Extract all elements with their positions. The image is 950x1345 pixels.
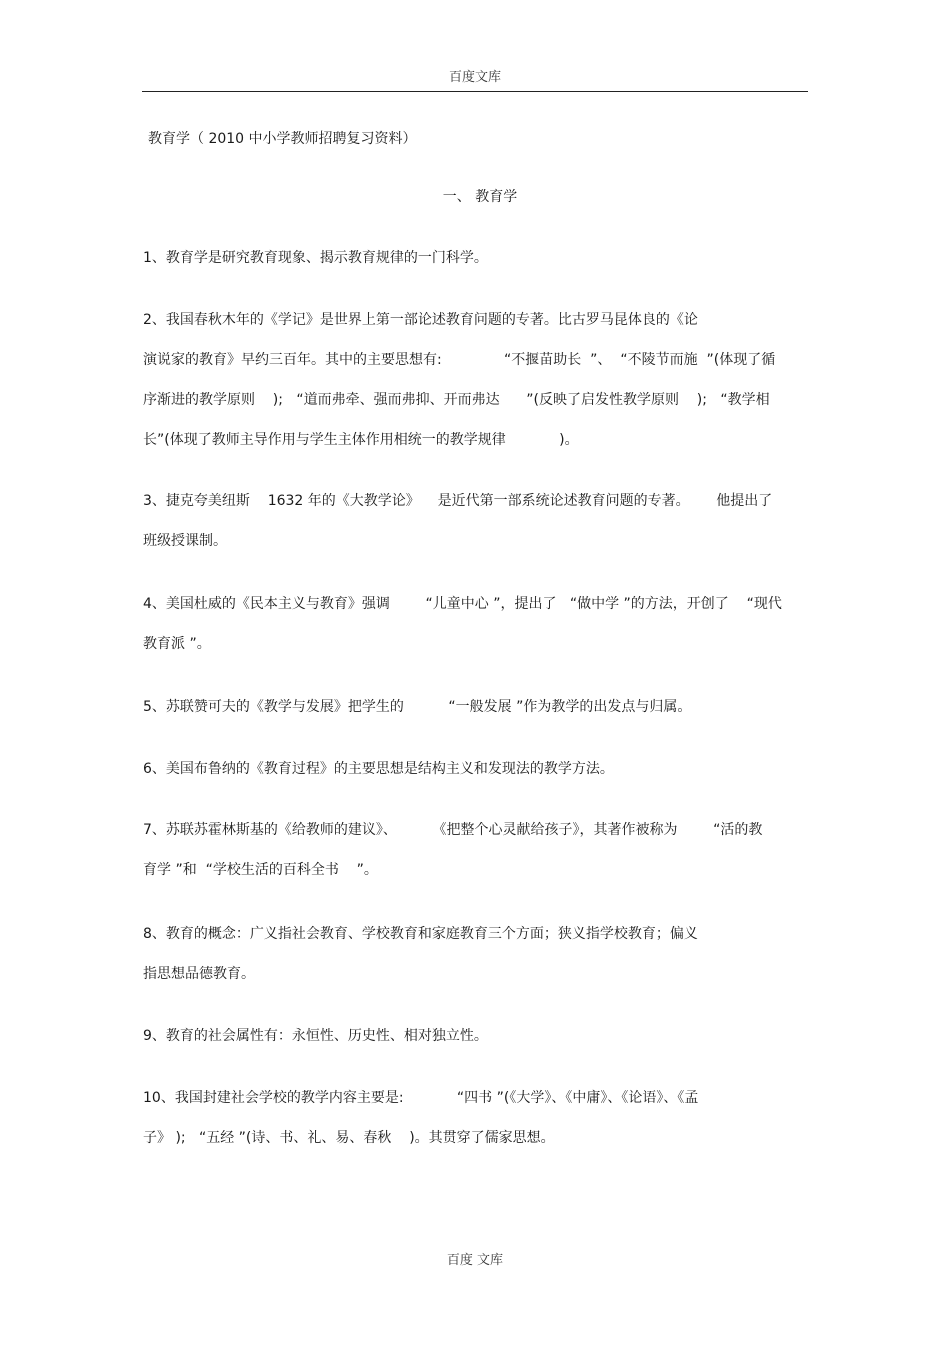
list-item [143, 1088, 807, 1168]
paragraph-line: 班级授课制。 [143, 533, 227, 549]
header-divider [142, 91, 808, 92]
paragraph-line: 演说家的教育》早约三百年。其中的主要思想有: “不揠苗助长 ”、 “不陵节而施 ”(体现了循 [143, 352, 776, 368]
paragraph-line: 8、教育的概念：广义指社会教育、学校教育和家庭教育三个方面；狭义指学校教育；偏义 [143, 926, 698, 942]
paragraph-line: 子》 ); “五经 ”(诗、书、礼、易、春秋 )。其贯穿了儒家思想。 [143, 1130, 555, 1146]
paragraph-line: 序渐进的教学原则 ); “道而弗牵、强而弗抑、开而弗达 ”(反映了启发性教学原则 ); “教学相 [143, 392, 770, 408]
list-item [143, 759, 807, 799]
list-item [143, 697, 807, 737]
paragraph-line: 育学 ”和 “学校生活的百科全书 ”。 [143, 862, 378, 878]
list-item [143, 310, 807, 470]
paragraph-line: 10、我国封建社会学校的教学内容主要是: “四书 ”(《大学》、《中庸》、《论语》、《孟 [143, 1090, 699, 1106]
paragraph-line: 2、我国春秋木年的《学记》是世界上第一部论述教育问题的专著。比古罗马昆体良的《论 [143, 312, 698, 328]
list-item [143, 1026, 807, 1066]
paragraph-line: 9、教育的社会属性有：永恒性、历史性、相对独立性。 [143, 1028, 488, 1044]
paragraph-line: 教育派 ”。 [143, 636, 211, 652]
list-item [143, 820, 807, 900]
paragraph-line: 7、苏联苏霍林斯基的《给教师的建议》、 《把整个心灵献给孩子》，其著作被称为 “活的教 [143, 822, 763, 838]
paragraph-line: 5、苏联赞可夫的《教学与发展》把学生的 “一般发展 ”作为教学的出发点与归属。 [143, 699, 692, 715]
list-item [143, 924, 807, 1004]
paragraph-line: 长”(体现了教师主导作用与学生主体作用相统一的教学规律 )。 [143, 432, 579, 448]
list-item [143, 248, 807, 288]
section-heading: 一、 教育学 [442, 189, 518, 205]
paragraph-line: 3、捷克夸美纽斯 1632 年的《大教学论》 是近代第一部系统论述教育问题的专著。 他提出了 [143, 493, 773, 509]
list-item [143, 594, 807, 674]
page-footer: 百度 文库 [446, 1253, 504, 1268]
page-header: 百度文库 [448, 70, 501, 85]
paragraph-line: 指思想品德教育。 [143, 966, 255, 982]
document-title: 教育学（ 2010 中小学教师招聘复习资料） [148, 131, 417, 147]
paragraph-line: 1、教育学是研究教育现象、揭示教育规律的一门科学。 [143, 250, 488, 266]
list-item [143, 491, 807, 571]
paragraph-line: 4、美国杜威的《民本主义与教育》强调 “儿童中心 ”，提出了 “做中学 ”的方法，开创了 “现代 [143, 596, 782, 612]
paragraph-line: 6、美国布鲁纳的《教育过程》的主要思想是结构主义和发现法的教学方法。 [143, 761, 614, 777]
